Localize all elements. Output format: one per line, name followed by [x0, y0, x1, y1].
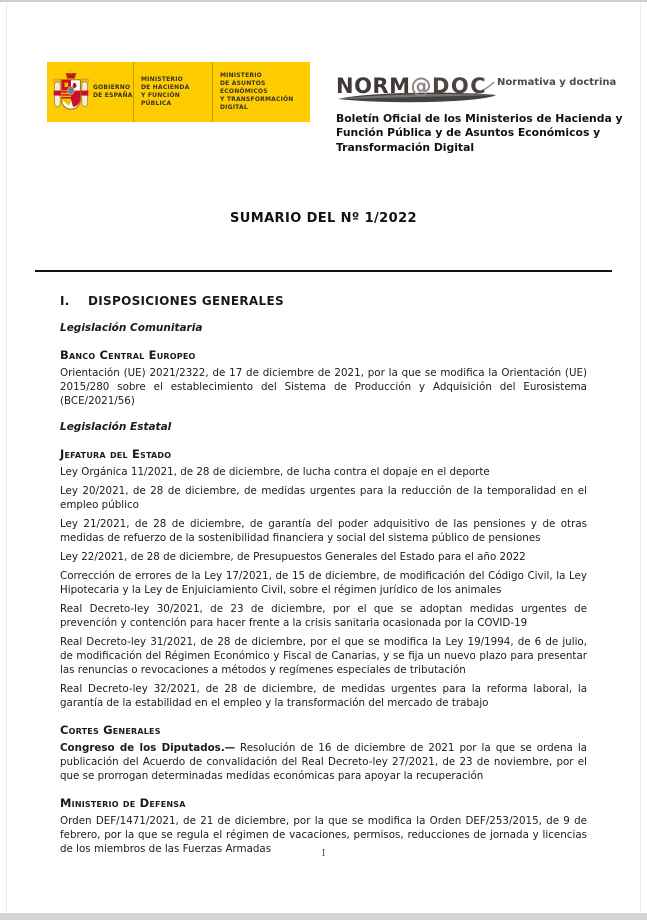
entry-real-decreto-ley-31-2021: Real Decreto-ley 31/2021, de 28 de diciembre, por el que se modifica la Ley 19/1994, de 6 de julio, de modificación del Régimen Económico y Fiscal de Canarias, y se fija un nuevo plazo para presentar las renuncias o revocaciones a métodos y regímenes especiales de tributación: [60, 636, 587, 676]
summary-content: [60, 294, 587, 861]
entry-correccion-errores-ley-17-2021: Corrección de errores de la Ley 17/2021, de 15 de diciembre, de modificación del Código Civil, la Ley Hipotecaria y la Ley de Enjuiciamiento Civil, sobre el régimen jurídico de los animales: [60, 570, 587, 596]
page-number: I: [321, 849, 326, 859]
org-heading-banco-central-europeo: Banco Central Europeo: [60, 348, 196, 362]
gobierno-label: GOBIERNO DE ESPAÑA: [93, 83, 133, 99]
subheading-legislacion-estatal: Legislación Estatal: [60, 421, 172, 433]
entry-orden-def-1471-2021: Orden DEF/1471/2021, de 21 de diciembre, por la que se modifica la Orden DEF/253/2015, de 9 de febrero, por la que se regula el régimen de vacaciones, permisos, reducciones de jornada y licencias de los miembros de las Fuerzas Armadas: [60, 815, 587, 855]
normadoc-logo: [336, 74, 487, 98]
spain-coat-of-arms-icon: [53, 69, 89, 115]
ministry-economia-block: [212, 62, 310, 122]
entry-congreso-resolucion: [60, 741, 587, 783]
page-edge-left: [6, 2, 7, 913]
summary-title: SUMARIO DEL Nº 1/2022: [230, 211, 417, 226]
org-heading-ministerio-de-defensa: Ministerio de Defensa: [60, 796, 186, 810]
gobierno-banner: [47, 62, 310, 122]
header-rule: [35, 270, 612, 272]
section-heading-disposiciones-generales: [60, 294, 587, 308]
normadoc-logo-norm: NORM: [336, 74, 411, 98]
normadoc-logo-doc: DOC: [432, 74, 488, 98]
normadoc-tagline: Normativa y doctrina: [497, 77, 617, 88]
entry-ley-20-2021: Ley 20/2021, de 28 de diciembre, de medidas urgentes para la reducción de la temporalidad en el empleo público: [60, 485, 587, 511]
org-heading-cortes-generales: Cortes Generales: [60, 723, 161, 737]
boletin-title: Boletín Oficial de los Ministerios de Hacienda y Función Pública y de Asuntos Económicos y Transformación Digital: [336, 112, 623, 154]
entry-congreso-rest: Resolución de 16 de diciembre de 2021 por la que se ordena la publicación del Acuerdo de convalidación del Real Decreto-ley 27/2021, de 23 de noviembre, por el que se prorrogan determinadas medidas económicas para apoyar la recuperación: [60, 742, 587, 782]
org-heading-jefatura-del-estado: Jefatura del Estado: [60, 447, 172, 461]
page-edge-top: [0, 0, 647, 2]
section-title: DISPOSICIONES GENERALES: [88, 294, 284, 308]
gobierno-block: [47, 62, 133, 122]
entry-ley-21-2021: Ley 21/2021, de 28 de diciembre, de garantía del poder adquisitivo de las pensiones y de otras medidas de refuerzo de la sostenibilidad financiera y social del sistema público de pensiones: [60, 518, 587, 544]
ministry-hacienda-label: MINISTERIO DE HACIENDA Y FUNCIÓN PÚBLICA: [141, 75, 190, 108]
page-edge-bottom: [0, 913, 647, 920]
normadoc-logo-at: @: [410, 74, 432, 98]
ministry-hacienda-block: [133, 62, 212, 122]
entry-orientacion-ue-2021-2322: Orientación (UE) 2021/2322, de 17 de diciembre de 2021, por la que se modifica la Orientación (UE) 2015/280 sobre el establecimiento del Sistema de Producción y Adquisición del Eurosistema (BCE/2021/56): [60, 367, 587, 407]
subheading-legislacion-comunitaria: Legislación Comunitaria: [60, 322, 203, 334]
entry-real-decreto-ley-32-2021: Real Decreto-ley 32/2021, de 28 de diciembre, de medidas urgentes para la reforma laboral, la garantía de la estabilidad en el empleo y la transformación del mercado de trabajo: [60, 683, 587, 709]
entry-real-decreto-ley-30-2021: Real Decreto-ley 30/2021, de 23 de diciembre, por el que se adoptan medidas urgentes de prevención y contención para hacer frente a la crisis sanitaria ocasionada por la COVID-19: [60, 603, 587, 629]
entry-ley-organica-11-2021: Ley Orgánica 11/2021, de 28 de diciembre, de lucha contra el dopaje en el deporte: [60, 466, 490, 478]
page-edge-right: [640, 2, 641, 913]
entry-congreso-lead: Congreso de los Diputados.—: [60, 742, 236, 754]
section-number: I.: [60, 294, 70, 308]
ministry-economia-label: MINISTERIO DE ASUNTOS ECONÓMICOS Y TRANSFORMACIÓN DIGITAL: [220, 71, 294, 112]
entry-ley-22-2021: Ley 22/2021, de 28 de diciembre, de Presupuestos Generales del Estado para el año 2022: [60, 551, 526, 563]
